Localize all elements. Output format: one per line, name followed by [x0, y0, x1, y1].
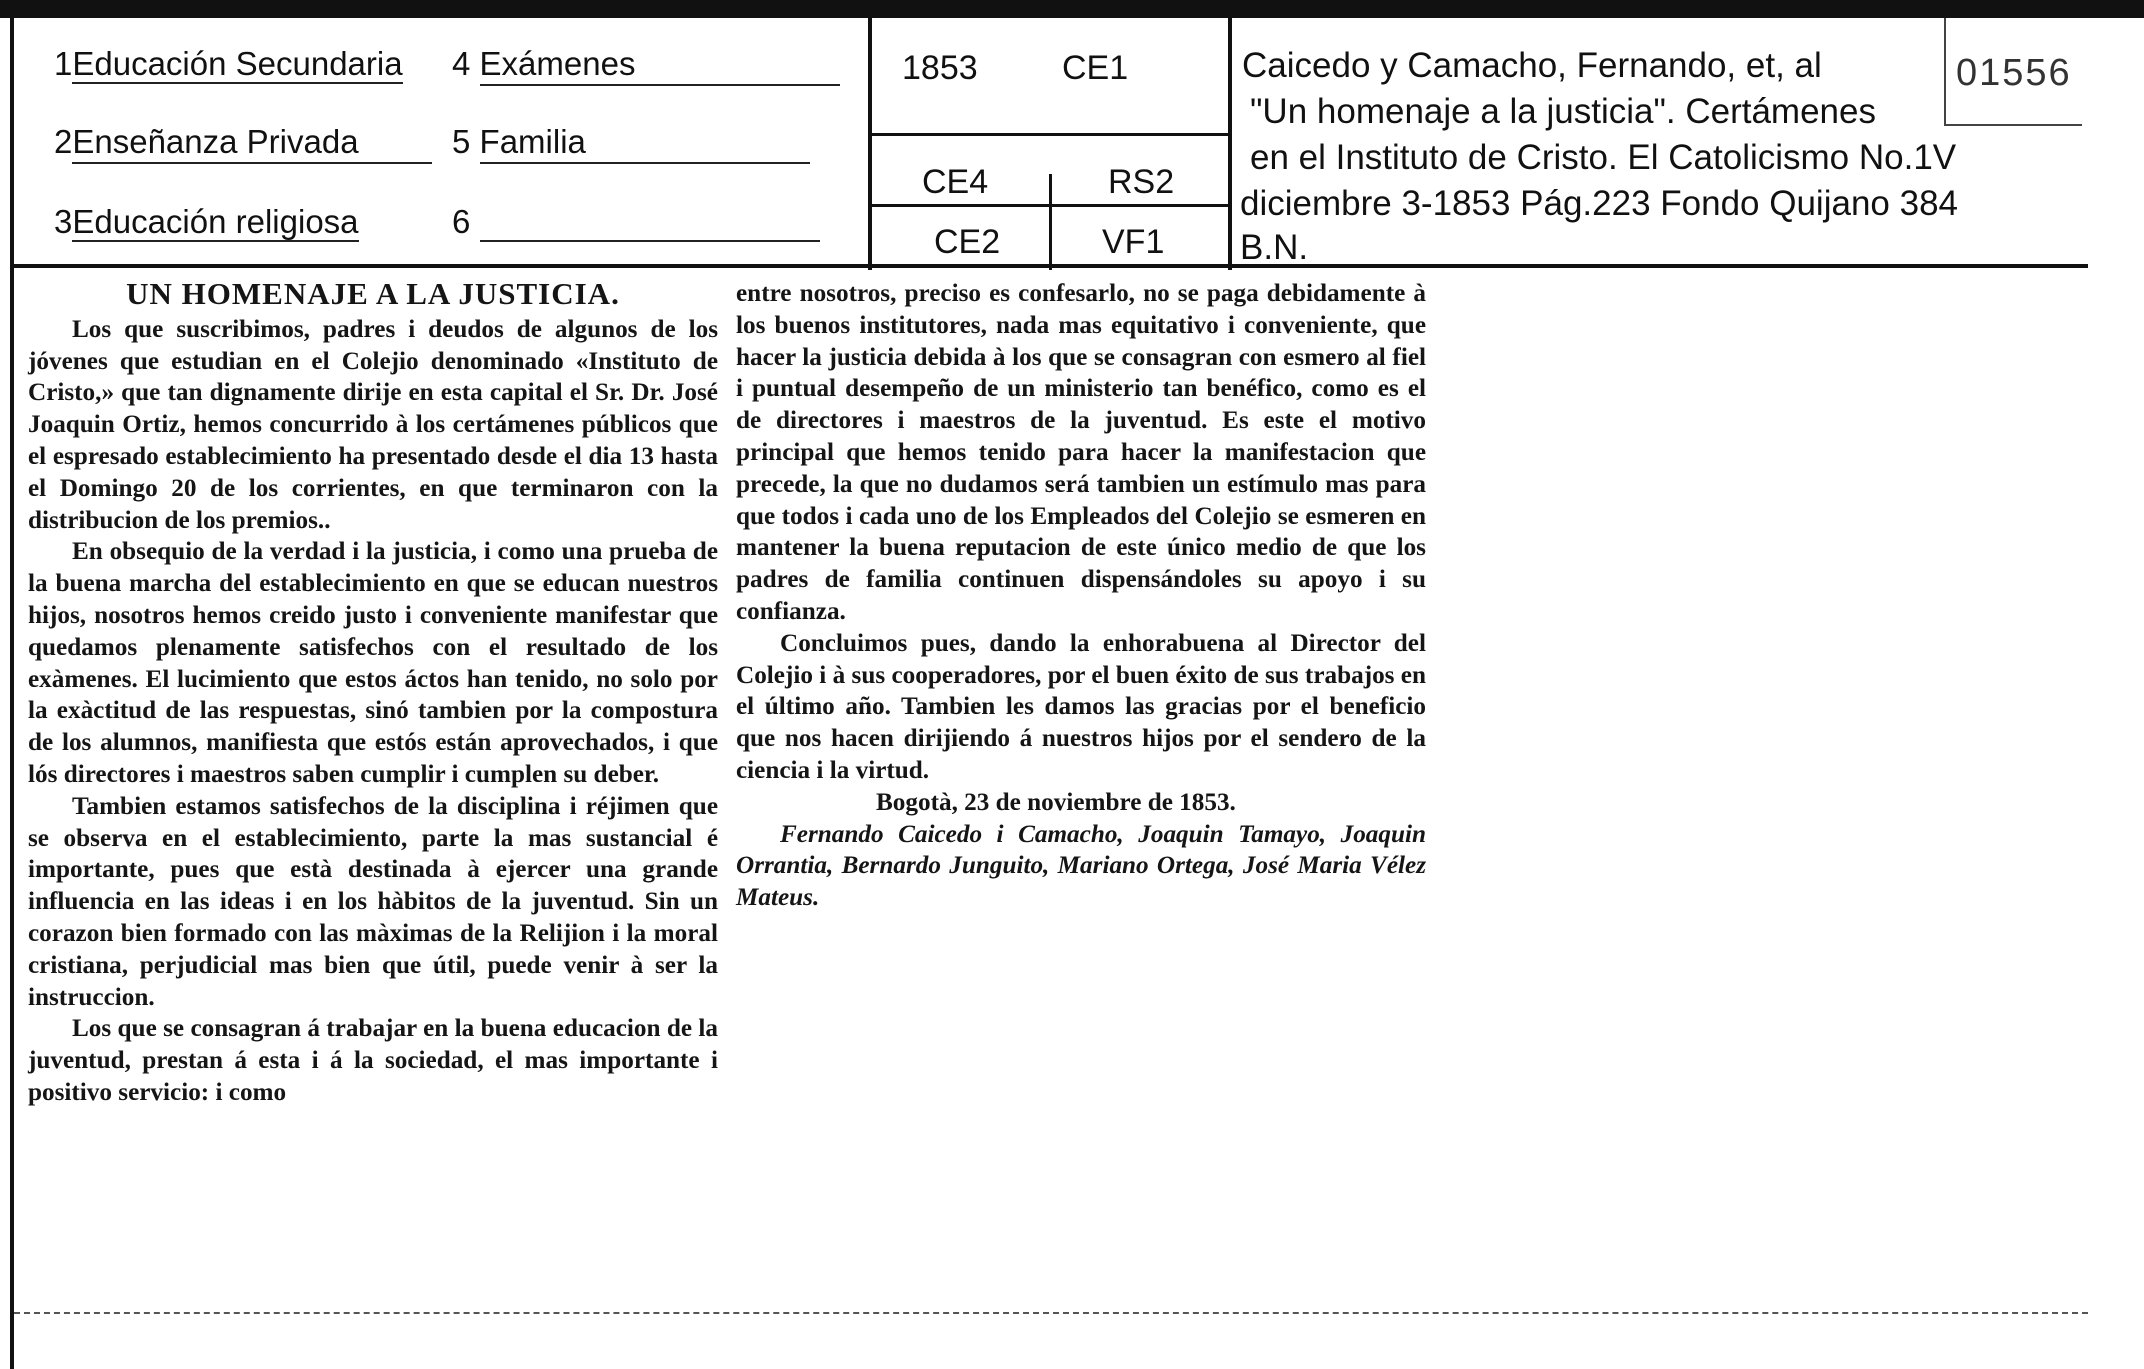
subject-2 [54, 122, 432, 164]
article-signatures: Fernando Caicedo i Camacho, Joaquin Tamayo, Joaquin Orrantia, Bernardo Junguito, Mariano Ortega, José Maria Vélez Mateus. [736, 820, 1426, 912]
reference-line-3: en el Instituto de Cristo. El Catolicismo No.1V [1250, 138, 1957, 177]
article-paragraph: entre nosotros, preciso es confesarlo, no se paga debidamente à los buenos institutores, nada mas equitativo i conveniente, que hacer la justicia debida à los que se consagran con esmero al fiel i puntual desempeño de un ministerio tan benéfico, como es el de directores i maestros de la juventud. Es este el motivo principal que hemos tenido para hacer la manifestacion que precede, la que no dudamos será tambien un estímulo mas para que todos i cada uno de los Empleados del Colejio se esmeren en mantener la buena reputacion de este único medio de que los padres de familia continuen dispensándoles su apoyo i su confianza. [736, 280, 1426, 625]
card-number: 01556 [1956, 52, 2072, 94]
subject-number: 3 [54, 203, 73, 240]
subject-5 [452, 122, 810, 164]
article-left-column [28, 278, 718, 1109]
article-right-column [736, 278, 1426, 914]
reference-line-4: diciembre 3-1853 Pág.223 Fondo Quijano 384 [1240, 184, 1958, 223]
subject-number: 5 [452, 123, 471, 160]
year: 1853 [902, 49, 978, 87]
code-vf1: VF1 [1102, 223, 1165, 261]
subject-label: Educación Secundaria [72, 45, 403, 82]
article-dateline: Bogotà, 23 de noviembre de 1853. [876, 788, 1236, 816]
reference-line-5: B.N. [1240, 228, 1309, 267]
article-paragraph: Tambien estamos satisfechos de la disciplina i réjimen que se observa en el establecimiento, parte la mas sustancial é importante, pues que està destinada à ejercer una grande influencia en las ideas i en los hàbitos de la juventud. Sin un corazon bien formado con las màximas de la Relijion i la moral cristiana, perjudicial mas bien que útil, puede venir à ser la instruccion. [28, 792, 718, 1011]
reference-line-2: "Un homenaje a la justicia". Certámenes [1250, 92, 1876, 131]
codes-divider [1049, 174, 1052, 270]
subject-3 [54, 202, 359, 242]
subject-label: Enseñanza Privada [72, 122, 432, 164]
code-rs2: RS2 [1108, 163, 1175, 201]
subject-1 [54, 44, 403, 84]
article-paragraph: En obsequio de la verdad i la justicia, i como una prueba de la buena marcha del establecimiento en que se educan nuestros hijos, nosotros hemos creido justo i conveniente manifestar que quedamos plenamente satisfechos con el resultado de los exàmenes. El lucimiento que estos áctos han tenido, no solo por la exàctitud de las respuestas, sinó tambien por la compostura de los alumnos, manifiesta que estós están aprovechados, i que lós directores i maestros saben cumplir i cumplen su deber. [28, 538, 718, 788]
subject-number: 4 [452, 45, 471, 82]
divider-codes-reference [1228, 18, 1232, 270]
code-ce1: CE1 [1062, 49, 1129, 87]
card-number-box [1944, 18, 2082, 126]
subject-number: 6 [452, 203, 471, 240]
codes-rule-1 [872, 133, 1228, 136]
article-paragraph: Concluimos pues, dando la enhorabuena al Director del Colejio i à sus cooperadores, por el buen éxito de sus trabajos en el último año. Tambien les damos las gracias por el beneficio que nos hacen dirijiendo á nuestros hijos por el sendero de la ciencia i la virtud. [736, 629, 1426, 784]
divider-subjects-codes [868, 18, 872, 270]
subject-number: 1 [54, 45, 73, 82]
card-top-border [0, 0, 2144, 18]
card-left-border [10, 18, 14, 1369]
subject-6 [452, 202, 820, 242]
subject-label: Exámenes [480, 44, 840, 86]
subject-number: 2 [54, 123, 73, 160]
code-ce2: CE2 [934, 223, 1001, 261]
subject-4 [452, 44, 840, 86]
subject-label: Educación religiosa [72, 203, 359, 240]
article-paragraph: Los que suscribimos, padres i deudos de algunos de los jóvenes que estudian en el Colejio denominado «Instituto de Cristo,» que tan dignamente dirije en esta capital el Sr. Dr. José Joaquin Ortiz, hemos concurrido à los certámenes públicos que el espresado establecimiento ha presentado desde el dia 13 hasta el Domingo 20 de los corrientes, en que terminaron con la distribucion de los premios.. [28, 315, 718, 534]
subject-label [480, 206, 820, 242]
code-ce4: CE4 [922, 163, 989, 201]
clipping-bottom-edge [14, 1312, 2088, 1314]
article-headline: UN HOMENAJE A LA JUSTICIA. [126, 276, 620, 311]
reference-line-1: Caicedo y Camacho, Fernando, et, al [1242, 46, 1822, 85]
subject-label: Familia [480, 122, 810, 164]
article-paragraph: Los que se consagran á trabajar en la buena educacion de la juventud, prestan á esta i á la sociedad, el mas importante i positivo servicio: i como [28, 1015, 718, 1106]
